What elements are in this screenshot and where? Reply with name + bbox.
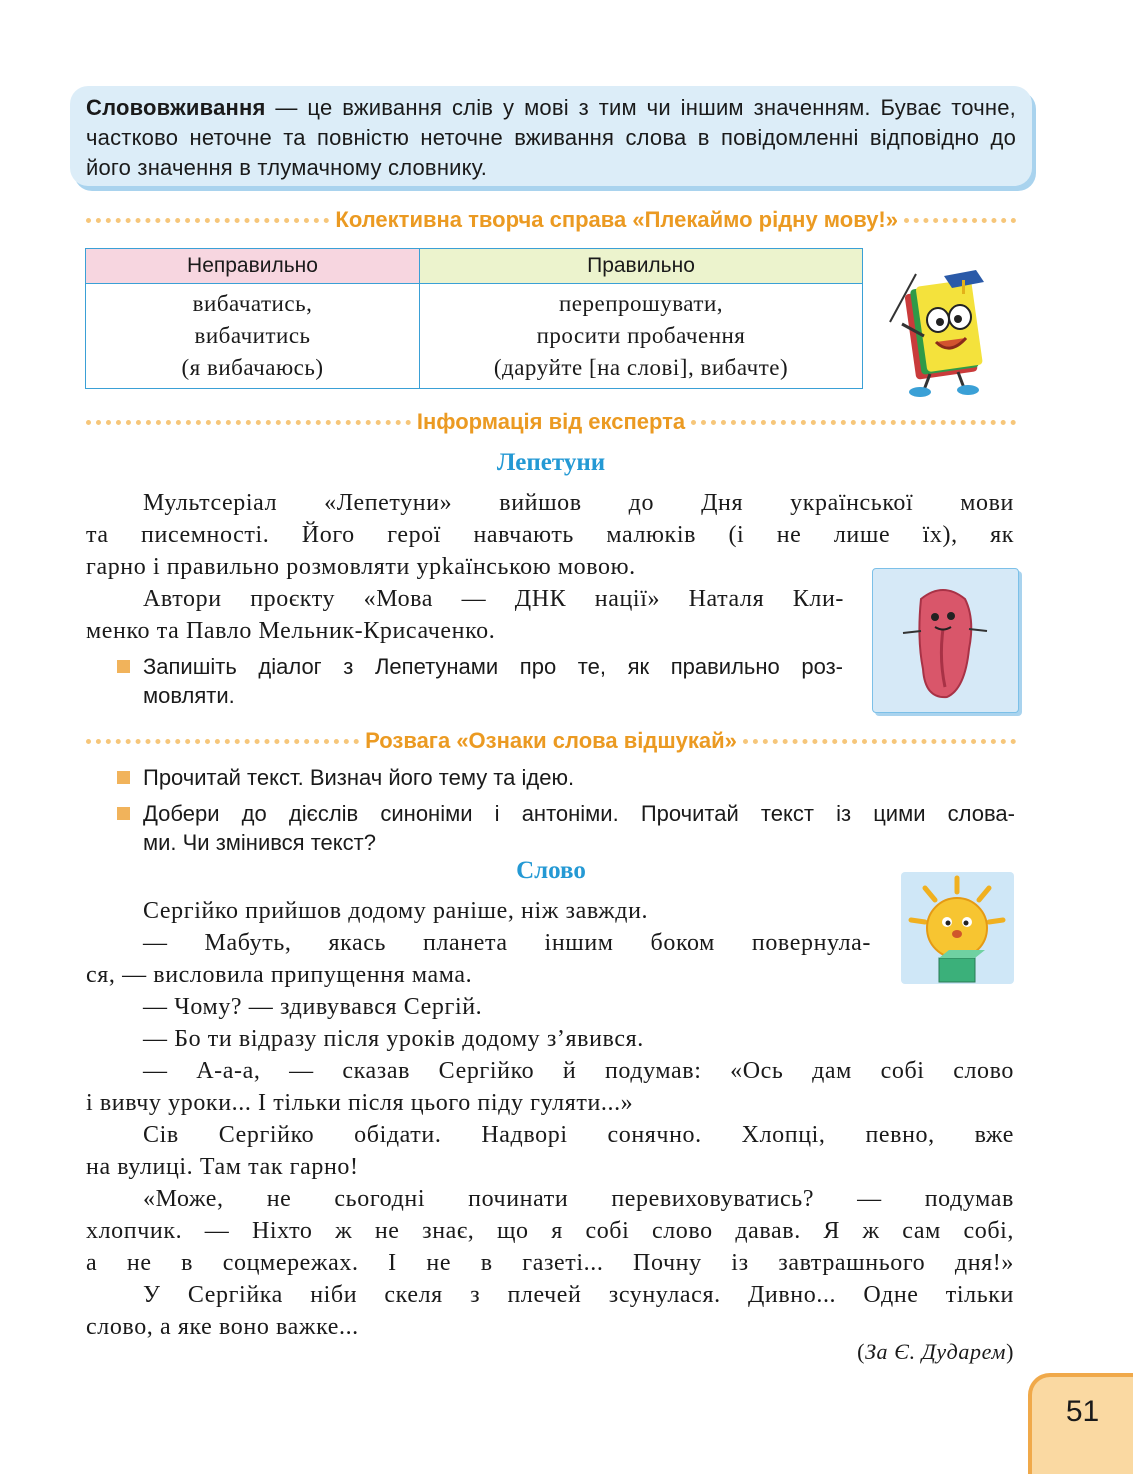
text-line: менко та Павло Мельник-Крисаченко. <box>86 618 496 644</box>
header-wrong: Неправильно <box>86 249 420 284</box>
story-line: — Бо ти відразу після уроків додому з’явився. <box>143 1026 644 1052</box>
text-line: Прочитай текст. Визнач його тему та ідею. <box>143 765 575 790</box>
cell-line: перепрошувати, <box>558 291 724 316</box>
story-line: ся, — висловила припущення мама. <box>86 962 473 988</box>
story-line: — А-а-а, — сказав Сергійко й подумав: «Ось дам собі слово <box>143 1058 1014 1084</box>
story-line: хлопчик. — Ніхто ж не знає, що я собі слово давав. Я ж сам собі, <box>86 1218 1014 1244</box>
section-title: Колективна творча справа «Плекаймо рідну мову!» <box>335 207 898 232</box>
tongue-character-illustration <box>872 568 1019 713</box>
cell-line: (даруйте [на слові], вибачте) <box>493 355 789 380</box>
story-title: Слово <box>516 857 586 884</box>
dotted-divider <box>691 420 1016 425</box>
lepetuny-paragraph-2 <box>86 583 844 647</box>
story-line: «Може, не сьогодні починати перевиховуватись? — подумав <box>143 1186 1014 1212</box>
section-heading-collective <box>86 207 1016 233</box>
book-mascot-illustration <box>880 262 1000 397</box>
story-line: слово, а яке воно важке... <box>86 1314 359 1340</box>
bullet-square <box>117 771 130 784</box>
dotted-divider <box>743 739 1016 744</box>
section-heading-expert <box>86 409 1016 435</box>
definition-text <box>70 86 1032 183</box>
lepetuny-title: Лепетуни <box>496 449 606 476</box>
definition-body: — це вживання слів у мові з тим чи іншим значенням. Буває точне, частково неточне та повністю неточне вживання слова в повідомленні відповідно до його значення в тлумачному словнику. <box>86 95 1016 180</box>
source-author: За Є. Дударем <box>865 1339 1007 1364</box>
story-line: Сів Сергійко обідати. Надворі сонячно. Хлопці, певно, вже <box>143 1122 1014 1148</box>
cell-line: вибачитись <box>194 323 311 348</box>
story-source <box>700 1336 1014 1368</box>
text-line: Запишіть діалог з Лепетунами про те, як правильно роз- <box>143 654 843 679</box>
text-line: Мультсеріал «Лепетуни» вийшов до Дня української мови <box>143 490 1014 516</box>
bullet-square <box>117 660 130 673</box>
text-line: та писемності. Його герої навчають малюків (і не лише їх), як <box>86 522 1014 548</box>
section-title: Розвага «Ознаки слова відшукай» <box>365 728 737 753</box>
task-item-1 <box>143 763 1015 792</box>
cell-wrong <box>86 284 420 389</box>
story-line: на вулиці. Там так гарно! <box>86 1154 359 1180</box>
source-paren: ) <box>1006 1339 1014 1364</box>
text-line: Автори проєкту «Мова — ДНК нації» Наталя Кли- <box>143 586 844 612</box>
page-number: 51 <box>1028 1373 1133 1474</box>
section-title: Інформація від експерта <box>416 409 686 434</box>
dotted-divider <box>904 218 1016 223</box>
cell-line: просити пробачення <box>536 323 746 348</box>
lepetuny-task <box>143 652 843 710</box>
text-line: гарно і правильно розмовляти урkаїнською мовою. <box>86 554 636 580</box>
dotted-divider <box>86 218 329 223</box>
story-line: а не в соцмережах. І не в газеті... Почну із завтрашнього дня!» <box>86 1250 1014 1276</box>
section-heading-game <box>86 728 1016 754</box>
story-line: — Мабуть, якась планета іншим боком повернула- <box>143 930 871 956</box>
story-line: і вивчу уроки... І тільки після цього піду гуляти...» <box>86 1090 634 1116</box>
cell-line: (я вибачаюсь) <box>181 355 324 380</box>
cell-line: вибачатись, <box>192 291 313 316</box>
bullet-square <box>117 807 130 820</box>
definition-box <box>70 86 1032 186</box>
text-line: ми. Чи змінився текст? <box>143 830 376 855</box>
story-text <box>86 895 1014 1343</box>
task-item-2 <box>143 799 1015 857</box>
text-line: Добери до дієслів синоніми і антоніми. Прочитай текст із цими слова- <box>143 801 1015 826</box>
usage-table <box>85 248 863 389</box>
dotted-divider <box>86 739 359 744</box>
dotted-divider <box>86 420 411 425</box>
text-line: мовляти. <box>143 683 235 708</box>
definition-term: Слововживання <box>86 95 266 120</box>
cell-right <box>420 284 863 389</box>
story-line: Сергійко прийшов додому раніше, ніж завжди. <box>143 898 649 924</box>
story-line: — Чому? — здивувався Сергій. <box>143 994 483 1020</box>
story-line: У Сергійка ніби скеля з плечей зсунулася. Дивно... Одне тільки <box>143 1282 1014 1308</box>
source-paren: ( <box>857 1339 866 1364</box>
header-right: Правильно <box>420 249 863 284</box>
